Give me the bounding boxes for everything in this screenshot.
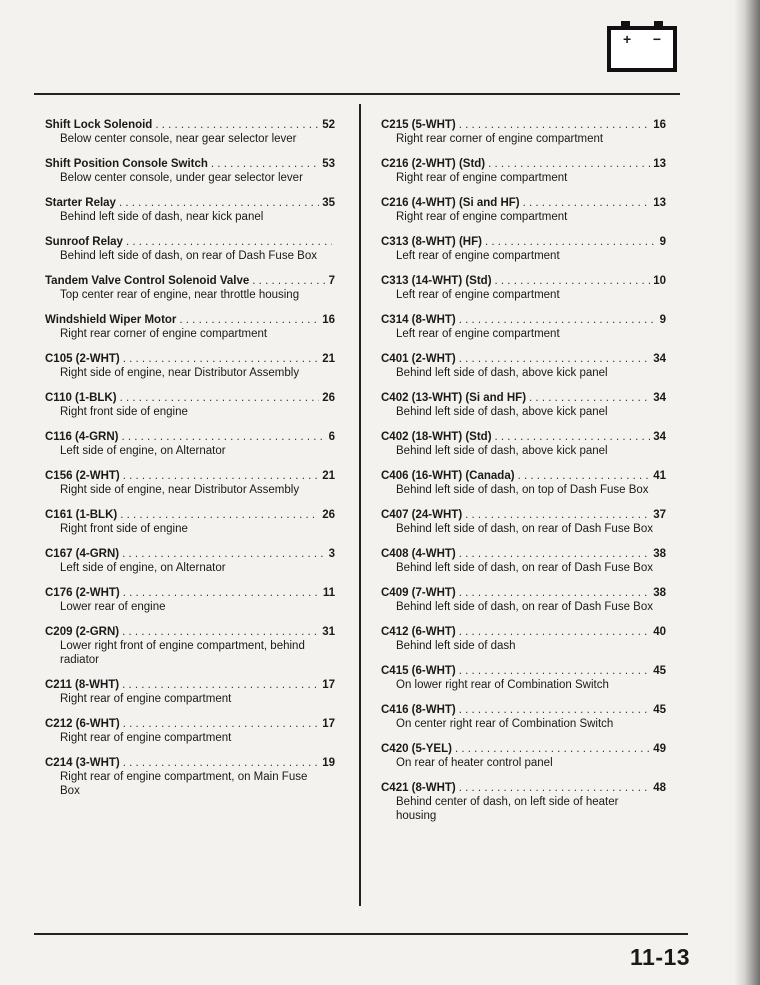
component-name: C116 (4-GRN)	[45, 431, 119, 443]
location-description: Below center console, near gear selector lever	[60, 133, 297, 145]
page-edge-shadow	[734, 0, 760, 985]
location-description: On lower right rear of Combination Switch	[396, 679, 609, 691]
entry-heading	[381, 586, 666, 600]
location-description: Behind left side of dash, on rear of Dash Fuse Box	[396, 523, 653, 535]
index-entry	[381, 430, 666, 458]
component-name: C214 (3-WHT)	[45, 757, 120, 769]
dot-leader	[252, 274, 325, 288]
page-reference: 17	[322, 679, 335, 691]
component-name: C176 (2-WHT)	[45, 587, 120, 599]
location-description: Behind left side of dash, near kick panel	[60, 211, 264, 223]
location-description: On rear of heater control panel	[396, 757, 553, 769]
dot-leader	[455, 742, 650, 756]
component-name: C211 (8-WHT)	[45, 679, 120, 691]
page-reference: 34	[653, 353, 666, 365]
page-reference: 45	[653, 704, 666, 716]
component-name: C161 (1-BLK)	[45, 509, 118, 521]
battery-terminal-negative	[654, 21, 663, 27]
index-entry	[381, 313, 666, 341]
page-reference: 38	[653, 587, 666, 599]
index-entry	[381, 157, 666, 185]
page-reference: 13	[653, 197, 666, 209]
battery-terminal-positive	[621, 21, 630, 27]
component-name: C216 (4-WHT) (Si and HF)	[381, 197, 520, 209]
index-entry	[45, 717, 335, 745]
component-name: C110 (1-BLK)	[45, 392, 117, 404]
component-name: C209 (2-GRN)	[45, 626, 120, 638]
index-entry	[381, 391, 666, 419]
entry-heading	[381, 391, 666, 405]
entry-heading	[45, 430, 335, 444]
entry-heading	[381, 235, 666, 249]
index-entry	[45, 235, 335, 263]
page-reference: 10	[653, 275, 666, 287]
battery-plus-symbol: +	[623, 31, 632, 47]
component-name: C415 (6-WHT)	[381, 665, 456, 677]
index-entry	[381, 703, 666, 731]
page-reference: 53	[322, 158, 335, 170]
index-entry	[381, 274, 666, 302]
index-entry	[381, 118, 666, 146]
entry-heading	[381, 625, 666, 639]
dot-leader	[465, 508, 650, 522]
page-reference: 6	[328, 431, 335, 443]
entry-heading	[45, 469, 335, 483]
location-description: Right rear of engine compartment	[396, 172, 568, 184]
index-entry	[381, 586, 666, 614]
page-reference: 21	[322, 353, 335, 365]
page-reference: 34	[653, 392, 666, 404]
entry-heading	[381, 469, 666, 483]
entry-heading	[381, 508, 666, 522]
dot-leader	[122, 625, 319, 639]
entry-heading	[45, 157, 335, 171]
page-reference: 11	[322, 587, 335, 599]
component-name: C167 (4-GRN)	[45, 548, 120, 560]
entry-heading	[381, 547, 666, 561]
index-entry	[45, 586, 335, 614]
page-reference: 17	[322, 718, 335, 730]
component-name: C402 (13-WHT) (Si and HF)	[381, 392, 527, 404]
entry-heading	[45, 274, 335, 288]
dot-leader	[459, 118, 650, 132]
entry-heading	[45, 678, 335, 692]
location-description: Top center rear of engine, near throttle housing	[60, 289, 300, 301]
page-reference: 13	[653, 158, 666, 170]
dot-leader	[523, 196, 651, 210]
location-description: Behind left side of dash, on top of Dash Fuse Box	[396, 484, 649, 496]
index-entry	[381, 664, 666, 692]
location-description: Behind center of dash, on left side of heater housing	[396, 796, 619, 822]
page-reference: 16	[322, 314, 335, 326]
index-entry	[381, 352, 666, 380]
entry-heading	[45, 196, 335, 210]
entry-heading	[45, 391, 335, 405]
entry-heading	[381, 430, 666, 444]
component-name: C406 (16-WHT) (Canada)	[381, 470, 515, 482]
right-column	[381, 118, 666, 834]
dot-leader	[123, 586, 320, 600]
dot-leader	[459, 313, 657, 327]
page-reference: 41	[653, 470, 666, 482]
dot-leader	[120, 508, 319, 522]
page-reference: 45	[653, 665, 666, 677]
dot-leader	[122, 547, 325, 561]
entry-heading	[381, 781, 666, 795]
component-name: C401 (2-WHT)	[381, 353, 456, 365]
component-name: C412 (6-WHT)	[381, 626, 456, 638]
dot-leader	[495, 430, 651, 444]
page-reference: 37	[653, 509, 666, 521]
component-name: C313 (8-WHT) (HF)	[381, 236, 482, 248]
component-name: C407 (24-WHT)	[381, 509, 463, 521]
location-description: Right front side of engine	[60, 523, 188, 535]
page-reference: 31	[322, 626, 335, 638]
index-entry	[45, 391, 335, 419]
page-reference: 49	[653, 743, 666, 755]
index-entry	[381, 469, 666, 497]
dot-leader	[123, 352, 319, 366]
dot-leader	[123, 717, 319, 731]
index-entry	[381, 508, 666, 536]
dot-leader	[155, 118, 319, 132]
index-entry	[45, 118, 335, 146]
component-name: Sunroof Relay	[45, 236, 123, 248]
dot-leader	[120, 391, 320, 405]
component-name: C408 (4-WHT)	[381, 548, 456, 560]
component-name: C420 (5-YEL)	[381, 743, 452, 755]
dot-leader	[126, 235, 332, 249]
component-name: C402 (18-WHT) (Std)	[381, 431, 492, 443]
location-description: Right rear corner of engine compartment	[396, 133, 604, 145]
location-description: Left side of engine, on Alternator	[60, 562, 226, 574]
location-description: Behind left side of dash, above kick panel	[396, 406, 608, 418]
page-reference: 19	[322, 757, 335, 769]
page-reference: 48	[653, 782, 666, 794]
entry-heading	[381, 157, 666, 171]
page-reference: 7	[328, 275, 335, 287]
page-reference: 35	[322, 197, 335, 209]
component-name: C215 (5-WHT)	[381, 119, 456, 131]
location-description: Lower rear of engine	[60, 601, 166, 613]
page-reference: 52	[322, 119, 335, 131]
location-description: Left rear of engine compartment	[396, 289, 560, 301]
entry-heading	[45, 625, 335, 639]
entry-heading	[381, 196, 666, 210]
index-entry	[45, 547, 335, 575]
location-description: Left rear of engine compartment	[396, 328, 560, 340]
index-entry	[381, 547, 666, 575]
location-description: Lower right front of engine compartment, behind radiator	[60, 640, 305, 666]
location-description: Behind left side of dash, on rear of Dash Fuse Box	[60, 250, 317, 262]
location-description: Behind left side of dash, above kick panel	[396, 367, 608, 379]
index-entry	[45, 313, 335, 341]
entry-heading	[381, 742, 666, 756]
location-description: On center right rear of Combination Switch	[396, 718, 614, 730]
component-name: C409 (7-WHT)	[381, 587, 456, 599]
entry-heading	[45, 547, 335, 561]
location-description: Behind left side of dash	[396, 640, 516, 652]
index-entry	[45, 430, 335, 458]
location-description: Behind left side of dash, above kick panel	[396, 445, 608, 457]
entry-heading	[45, 235, 335, 249]
page-reference: 3	[328, 548, 335, 560]
left-column	[45, 118, 335, 809]
dot-leader	[518, 469, 651, 483]
dot-leader	[459, 781, 650, 795]
component-name: C105 (2-WHT)	[45, 353, 120, 365]
entry-heading	[381, 352, 666, 366]
page-reference: 38	[653, 548, 666, 560]
entry-heading	[45, 717, 335, 731]
battery-minus-symbol: −	[652, 31, 661, 47]
bottom-divider	[34, 933, 688, 935]
location-description: Behind left side of dash, on rear of Dash Fuse Box	[396, 601, 653, 613]
location-description: Right rear of engine compartment	[60, 732, 232, 744]
index-entry	[381, 625, 666, 653]
index-entry	[45, 678, 335, 706]
index-entry	[381, 781, 666, 823]
entry-heading	[381, 703, 666, 717]
component-name: Windshield Wiper Motor	[45, 314, 177, 326]
index-entry	[45, 274, 335, 302]
page-number: 11-13	[630, 944, 691, 970]
dot-leader	[485, 235, 657, 249]
component-name: C313 (14-WHT) (Std)	[381, 275, 492, 287]
entry-heading	[381, 313, 666, 327]
component-name: Tandem Valve Control Solenoid Valve	[45, 275, 250, 287]
location-description: Below center console, under gear selector lever	[60, 172, 303, 184]
top-divider	[34, 93, 680, 95]
index-entry	[45, 625, 335, 667]
location-description: Right rear of engine compartment, on Main Fuse Box	[60, 771, 308, 797]
dot-leader	[123, 469, 319, 483]
dot-leader	[459, 547, 650, 561]
index-entry	[45, 508, 335, 536]
page-reference: 34	[653, 431, 666, 443]
component-name: C416 (8-WHT)	[381, 704, 456, 716]
component-name: Starter Relay	[45, 197, 116, 209]
page-reference: 16	[653, 119, 666, 131]
dot-leader	[459, 703, 650, 717]
component-name: C421 (8-WHT)	[381, 782, 456, 794]
page-reference: 26	[322, 509, 335, 521]
dot-leader	[459, 625, 650, 639]
page-reference: 21	[322, 470, 335, 482]
page-reference: 9	[659, 314, 666, 326]
page-reference: 26	[322, 392, 335, 404]
component-name: Shift Lock Solenoid	[45, 119, 153, 131]
index-entry	[45, 196, 335, 224]
entry-heading	[45, 586, 335, 600]
entry-heading	[381, 274, 666, 288]
dot-leader	[488, 157, 650, 171]
location-description: Right rear of engine compartment	[60, 693, 232, 705]
index-entry	[45, 469, 335, 497]
location-description: Right rear of engine compartment	[396, 211, 568, 223]
dot-leader	[179, 313, 319, 327]
dot-leader	[529, 391, 650, 405]
page-reference: 9	[659, 236, 666, 248]
component-name: Shift Position Console Switch	[45, 158, 208, 170]
dot-leader	[495, 274, 651, 288]
component-name: C216 (2-WHT) (Std)	[381, 158, 486, 170]
entry-heading	[45, 313, 335, 327]
location-description: Left rear of engine compartment	[396, 250, 560, 262]
dot-leader	[459, 664, 650, 678]
index-entry	[45, 352, 335, 380]
location-description: Right rear corner of engine compartment	[60, 328, 268, 340]
index-entry	[45, 756, 335, 798]
column-divider	[359, 104, 361, 906]
location-description: Right side of engine, near Distributor Assembly	[60, 367, 300, 379]
location-description: Right front side of engine	[60, 406, 188, 418]
index-entry	[45, 157, 335, 185]
index-entry	[381, 235, 666, 263]
entry-heading	[45, 118, 335, 132]
index-entry	[381, 196, 666, 224]
location-description: Right side of engine, near Distributor Assembly	[60, 484, 300, 496]
entry-heading	[45, 508, 335, 522]
component-name: C156 (2-WHT)	[45, 470, 120, 482]
dot-leader	[459, 586, 650, 600]
dot-leader	[459, 352, 650, 366]
dot-leader	[122, 430, 326, 444]
dot-leader	[123, 756, 319, 770]
dot-leader	[211, 157, 319, 171]
dot-leader	[122, 678, 319, 692]
battery-icon	[607, 26, 677, 72]
component-name: C314 (8-WHT)	[381, 314, 456, 326]
index-entry	[381, 742, 666, 770]
location-description: Behind left side of dash, on rear of Dash Fuse Box	[396, 562, 653, 574]
entry-heading	[381, 118, 666, 132]
page-reference: 40	[653, 626, 666, 638]
component-name: C212 (6-WHT)	[45, 718, 120, 730]
entry-heading	[45, 756, 335, 770]
entry-heading	[45, 352, 335, 366]
entry-heading	[381, 664, 666, 678]
dot-leader	[119, 196, 319, 210]
location-description: Left side of engine, on Alternator	[60, 445, 226, 457]
